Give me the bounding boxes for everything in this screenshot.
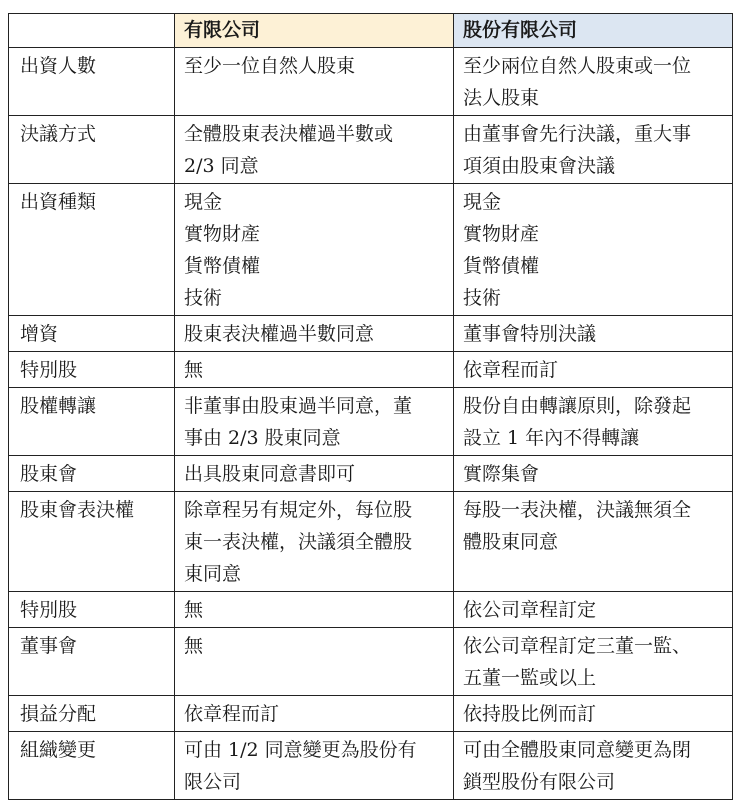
cell-text-line: 無 bbox=[184, 635, 204, 657]
cell-limited-company bbox=[175, 492, 454, 592]
cell-text-line: 貨幣債權 bbox=[463, 255, 540, 277]
row-label: 組織變更 bbox=[9, 732, 175, 800]
row-label: 董事會 bbox=[9, 628, 175, 696]
row-label: 出資種類 bbox=[9, 184, 175, 316]
header-company-limited-by-shares: 股份有限公司 bbox=[454, 14, 733, 48]
cell-text-line: 實物財產 bbox=[184, 223, 261, 245]
cell-text-line: 設立 1 年內不得轉讓 bbox=[463, 427, 640, 449]
cell-limited-company bbox=[175, 628, 454, 696]
cell-text-line: 現金 bbox=[463, 191, 502, 213]
cell-text-line: 鎖型股份有限公司 bbox=[463, 771, 616, 793]
cell-limited-company bbox=[175, 48, 454, 116]
cell-text-line: 股東表決權過半數同意 bbox=[184, 323, 375, 345]
cell-text-line: 實際集會 bbox=[463, 463, 540, 485]
row-label: 股權轉讓 bbox=[9, 388, 175, 456]
cell-company-limited-by-shares bbox=[454, 48, 733, 116]
cell-text-line: 董事會特別決議 bbox=[463, 323, 597, 345]
cell-limited-company bbox=[175, 696, 454, 732]
cell-limited-company bbox=[175, 116, 454, 184]
cell-text-line: 可由 1/2 同意變更為股份有 bbox=[184, 739, 417, 761]
cell-limited-company bbox=[175, 456, 454, 492]
cell-company-limited-by-shares bbox=[454, 352, 733, 388]
cell-text-line: 無 bbox=[184, 599, 204, 621]
table-row bbox=[9, 492, 733, 592]
row-label: 出資人數 bbox=[9, 48, 175, 116]
cell-text-line: 項須由股東會決議 bbox=[463, 155, 616, 177]
row-label: 增資 bbox=[9, 316, 175, 352]
cell-text-line: 五董一監或以上 bbox=[463, 667, 597, 689]
cell-limited-company bbox=[175, 352, 454, 388]
table-body bbox=[9, 48, 733, 800]
cell-text-line: 體股東同意 bbox=[463, 531, 559, 553]
cell-text-line: 至少一位自然人股東 bbox=[184, 55, 356, 77]
cell-company-limited-by-shares bbox=[454, 732, 733, 800]
cell-company-limited-by-shares bbox=[454, 116, 733, 184]
cell-text-line: 除章程另有規定外，每位股 bbox=[184, 499, 413, 521]
table-row bbox=[9, 48, 733, 116]
table-row bbox=[9, 732, 733, 800]
cell-text-line: 現金 bbox=[184, 191, 223, 213]
row-label: 特別股 bbox=[9, 592, 175, 628]
cell-company-limited-by-shares bbox=[454, 316, 733, 352]
header-row bbox=[9, 14, 733, 48]
cell-company-limited-by-shares bbox=[454, 628, 733, 696]
row-label: 股東會 bbox=[9, 456, 175, 492]
cell-text-line: 依公司章程訂定 bbox=[463, 599, 597, 621]
table-row bbox=[9, 456, 733, 492]
table-row bbox=[9, 388, 733, 456]
row-label: 損益分配 bbox=[9, 696, 175, 732]
cell-text-line: 股份自由轉讓原則，除發起 bbox=[463, 395, 692, 417]
cell-text-line: 東一表決權，決議須全體股 bbox=[184, 531, 413, 553]
row-label: 決議方式 bbox=[9, 116, 175, 184]
cell-text-line: 依公司章程訂定三董一監、 bbox=[463, 635, 692, 657]
cell-text-line: 至少兩位自然人股東或一位 bbox=[463, 55, 692, 77]
cell-text-line: 東同意 bbox=[184, 563, 242, 585]
table-row bbox=[9, 696, 733, 732]
cell-limited-company bbox=[175, 592, 454, 628]
row-label: 股東會表決權 bbox=[9, 492, 175, 592]
cell-text-line: 事由 2/3 股東同意 bbox=[184, 427, 341, 449]
table-row bbox=[9, 184, 733, 316]
table-row bbox=[9, 116, 733, 184]
cell-text-line: 依章程而訂 bbox=[184, 703, 280, 725]
table-row bbox=[9, 592, 733, 628]
cell-text-line: 實物財產 bbox=[463, 223, 540, 245]
cell-company-limited-by-shares bbox=[454, 388, 733, 456]
row-label: 特別股 bbox=[9, 352, 175, 388]
cell-company-limited-by-shares bbox=[454, 696, 733, 732]
comparison-table-container bbox=[8, 13, 732, 800]
cell-limited-company bbox=[175, 732, 454, 800]
cell-text-line: 非董事由股東過半同意，董 bbox=[184, 395, 413, 417]
table-row bbox=[9, 352, 733, 388]
cell-company-limited-by-shares bbox=[454, 456, 733, 492]
cell-company-limited-by-shares bbox=[454, 492, 733, 592]
table-row bbox=[9, 316, 733, 352]
cell-company-limited-by-shares bbox=[454, 592, 733, 628]
cell-text-line: 出具股東同意書即可 bbox=[184, 463, 356, 485]
cell-text-line: 每股一表決權，決議無須全 bbox=[463, 499, 692, 521]
cell-limited-company bbox=[175, 388, 454, 456]
cell-text-line: 依持股比例而訂 bbox=[463, 703, 597, 725]
header-corner-cell bbox=[9, 14, 175, 48]
header-limited-company: 有限公司 bbox=[175, 14, 454, 48]
cell-text-line: 2/3 同意 bbox=[184, 155, 259, 177]
cell-text-line: 可由全體股東同意變更為閉 bbox=[463, 739, 692, 761]
cell-text-line: 法人股東 bbox=[463, 87, 540, 109]
cell-text-line: 限公司 bbox=[184, 771, 242, 793]
cell-company-limited-by-shares bbox=[454, 184, 733, 316]
cell-text-line: 技術 bbox=[184, 287, 223, 309]
cell-text-line: 技術 bbox=[463, 287, 502, 309]
cell-text-line: 無 bbox=[184, 359, 204, 381]
company-type-comparison-table bbox=[8, 13, 733, 800]
cell-text-line: 全體股東表決權過半數或 bbox=[184, 123, 394, 145]
cell-limited-company bbox=[175, 184, 454, 316]
cell-text-line: 依章程而訂 bbox=[463, 359, 559, 381]
table-row bbox=[9, 628, 733, 696]
cell-text-line: 貨幣債權 bbox=[184, 255, 261, 277]
cell-text-line: 由董事會先行決議，重大事 bbox=[463, 123, 692, 145]
cell-limited-company bbox=[175, 316, 454, 352]
